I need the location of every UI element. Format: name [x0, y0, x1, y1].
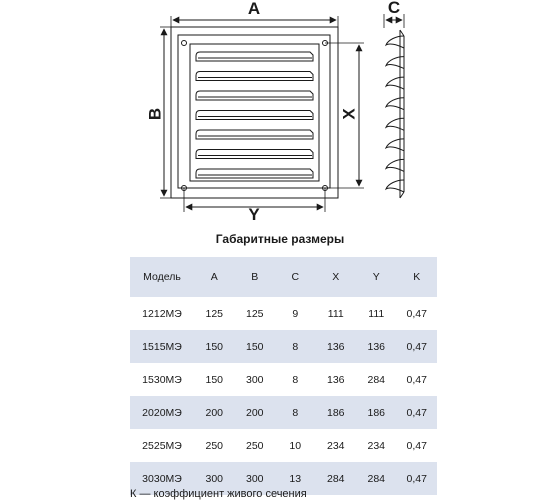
cell-a: 250	[205, 439, 224, 452]
side-view	[386, 30, 404, 198]
table-title: Габаритные размеры	[215, 232, 345, 246]
cell-model: 2525МЭ	[142, 439, 182, 452]
side-slat	[386, 159, 404, 171]
table-row	[130, 429, 437, 462]
cell-y: 234	[367, 439, 386, 452]
cell-x: 136	[316, 330, 357, 363]
louver-slat	[196, 111, 313, 120]
cell-c: 8	[275, 330, 316, 363]
louver-opening	[190, 44, 319, 181]
cell-c: 10	[289, 439, 302, 452]
footnote: К — коэффициент живого сечения	[130, 488, 307, 500]
header-k: K	[397, 257, 438, 297]
side-slat	[386, 36, 404, 48]
dimension-c	[384, 0, 404, 28]
side-slat	[386, 57, 404, 69]
cell-b: 300	[235, 462, 276, 495]
cell-y: 111	[368, 307, 385, 320]
cell-x: 136	[326, 373, 345, 386]
cell-c: 13	[275, 462, 316, 495]
cell-c: 8	[275, 396, 316, 429]
cell-k: 0,47	[406, 373, 427, 386]
cell-a: 125	[205, 307, 224, 320]
header-b: B	[235, 257, 276, 297]
label-x: X	[339, 108, 359, 120]
dimension-y	[184, 188, 325, 224]
label-y: Y	[248, 205, 260, 224]
table-row	[130, 330, 437, 363]
cell-b: 125	[245, 307, 264, 320]
cell-c: 8	[292, 373, 299, 386]
louver-slat	[196, 169, 313, 178]
header-a: A	[194, 257, 235, 297]
louver-slat	[196, 150, 313, 159]
cell-b: 300	[245, 373, 264, 386]
table-header-row	[130, 257, 437, 297]
cell-model: 1212МЭ	[142, 307, 182, 320]
table-row	[130, 363, 437, 396]
label-c: C	[387, 0, 401, 17]
front-view	[171, 27, 338, 198]
cell-model: 3030МЭ	[130, 462, 194, 495]
cell-a: 300	[194, 462, 235, 495]
side-slats	[386, 36, 404, 192]
cell-k: 0,47	[397, 462, 438, 495]
cell-a: 150	[194, 330, 235, 363]
cell-model: 1530МЭ	[142, 373, 182, 386]
cell-k: 0,47	[397, 396, 438, 429]
cell-model: 1515МЭ	[130, 330, 194, 363]
header-model: Модель	[130, 257, 194, 297]
louver-slat	[196, 52, 313, 61]
cell-y: 284	[356, 462, 397, 495]
cell-model: 2020МЭ	[130, 396, 194, 429]
cell-y: 136	[356, 330, 397, 363]
side-slat	[386, 98, 404, 110]
label-b: B	[145, 107, 165, 121]
cell-x: 284	[316, 462, 357, 495]
louver-slat	[196, 72, 313, 81]
cell-b: 200	[235, 396, 276, 429]
label-a: A	[247, 0, 261, 18]
louver-slats	[196, 52, 313, 178]
dimension-x	[325, 43, 364, 188]
header-x: X	[316, 257, 357, 297]
cell-x: 234	[326, 439, 345, 452]
cell-y: 186	[356, 396, 397, 429]
cell-c: 9	[292, 307, 299, 320]
header-y: Y	[356, 257, 397, 297]
cell-k: 0,47	[406, 307, 427, 320]
cell-b: 250	[245, 439, 264, 452]
louver-slat	[196, 130, 313, 139]
cell-x: 186	[316, 396, 357, 429]
louver-slat	[196, 91, 313, 100]
mount-hole-top-left	[182, 41, 187, 46]
header-c: C	[275, 257, 316, 297]
side-slat	[386, 77, 404, 89]
cell-k: 0,47	[397, 330, 438, 363]
side-slat	[386, 180, 404, 192]
table-row	[130, 396, 437, 429]
grille-drawing	[0, 0, 560, 232]
cell-x: 111	[327, 307, 344, 320]
side-slat	[386, 118, 404, 130]
dimension-a	[171, 0, 338, 27]
cell-y: 284	[367, 373, 386, 386]
dimensions-table	[130, 257, 437, 495]
cell-b: 150	[235, 330, 276, 363]
cell-k: 0,47	[406, 439, 427, 452]
side-slat	[386, 139, 404, 151]
cell-a: 200	[194, 396, 235, 429]
cell-a: 150	[205, 373, 224, 386]
dimension-b	[145, 27, 171, 198]
table-row	[130, 297, 437, 330]
